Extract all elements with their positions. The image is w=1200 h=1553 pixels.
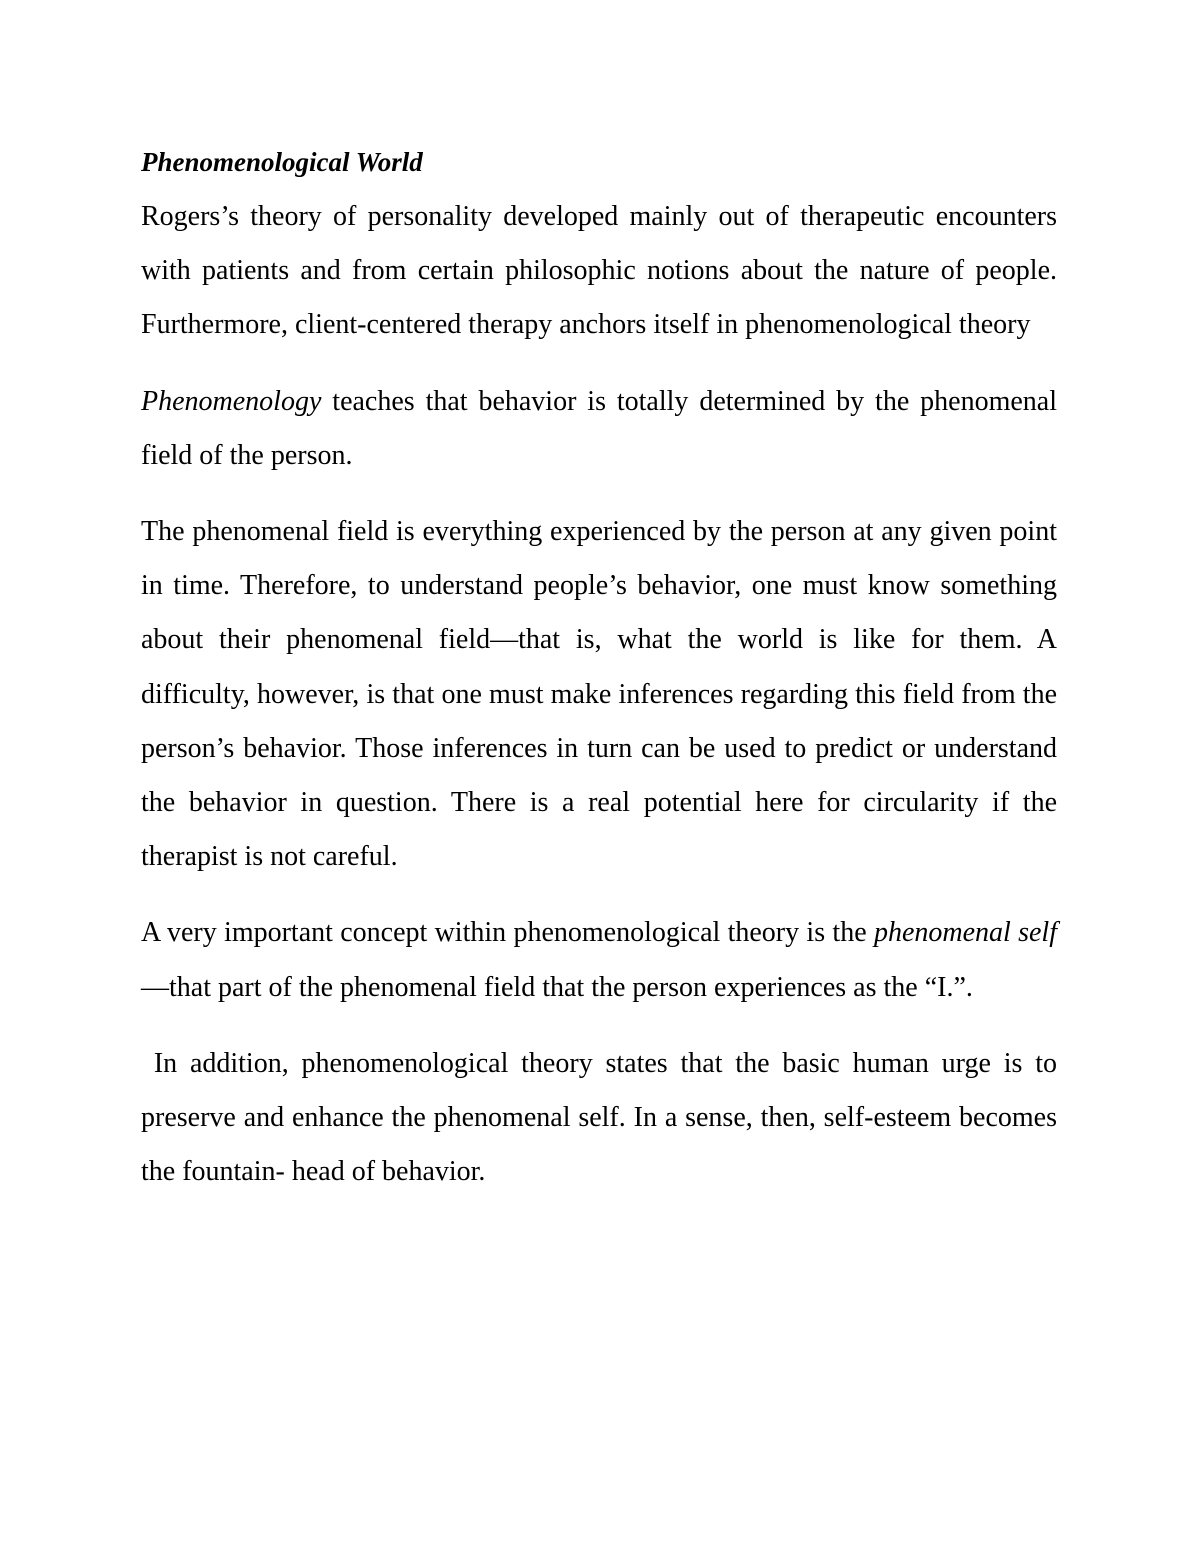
paragraph-phenomenology bbox=[141, 375, 1057, 483]
paragraph-phenomenal-self-intro: A very important concept within phenomenological theory is the bbox=[141, 917, 874, 949]
term-phenomenal-self: phenomenal self bbox=[873, 917, 1057, 949]
section-heading: Phenomenological World bbox=[141, 147, 423, 177]
term-phenomenology: Phenomenology bbox=[141, 385, 322, 417]
document-body bbox=[141, 138, 1064, 1199]
paragraph-phenomenal-field: The phenomenal field is everything experienced by the person at any given point in time. Therefore, to understand people’s behavior, one must know something about their phenomenal field—that is, what the world is like for them. A difficulty, however, is that one must make inferences regarding this field from the person’s behavior. Those inferences in turn can be used to predict or understand the behavior in question. There is a real potential here for circularity if the therapist is not careful. bbox=[141, 516, 1057, 873]
paragraph-basic-urge: In addition, phenomenological theory states that the basic human urge is to preserve and enhance the phenomenal self. In a sense, then, self-esteem becomes the fountain- head of behavior. bbox=[141, 1047, 1064, 1188]
paragraph-rogers-theory: Rogers’s theory of personality developed mainly out of therapeutic encounters with patients and from certain philosophic notions about the nature of people. Furthermore, client-centered therapy anchors itself in phenomenological theory bbox=[141, 201, 1057, 341]
paragraph-phenomenal-self-text: —that part of the phenomenal field that the person experiences as the “I.”. bbox=[141, 971, 973, 1003]
paragraph-phenomenology-text: teaches that behavior is totally determined by the phenomenal field of the person. bbox=[141, 385, 1057, 471]
paragraph-phenomenal-self bbox=[141, 906, 1057, 1014]
